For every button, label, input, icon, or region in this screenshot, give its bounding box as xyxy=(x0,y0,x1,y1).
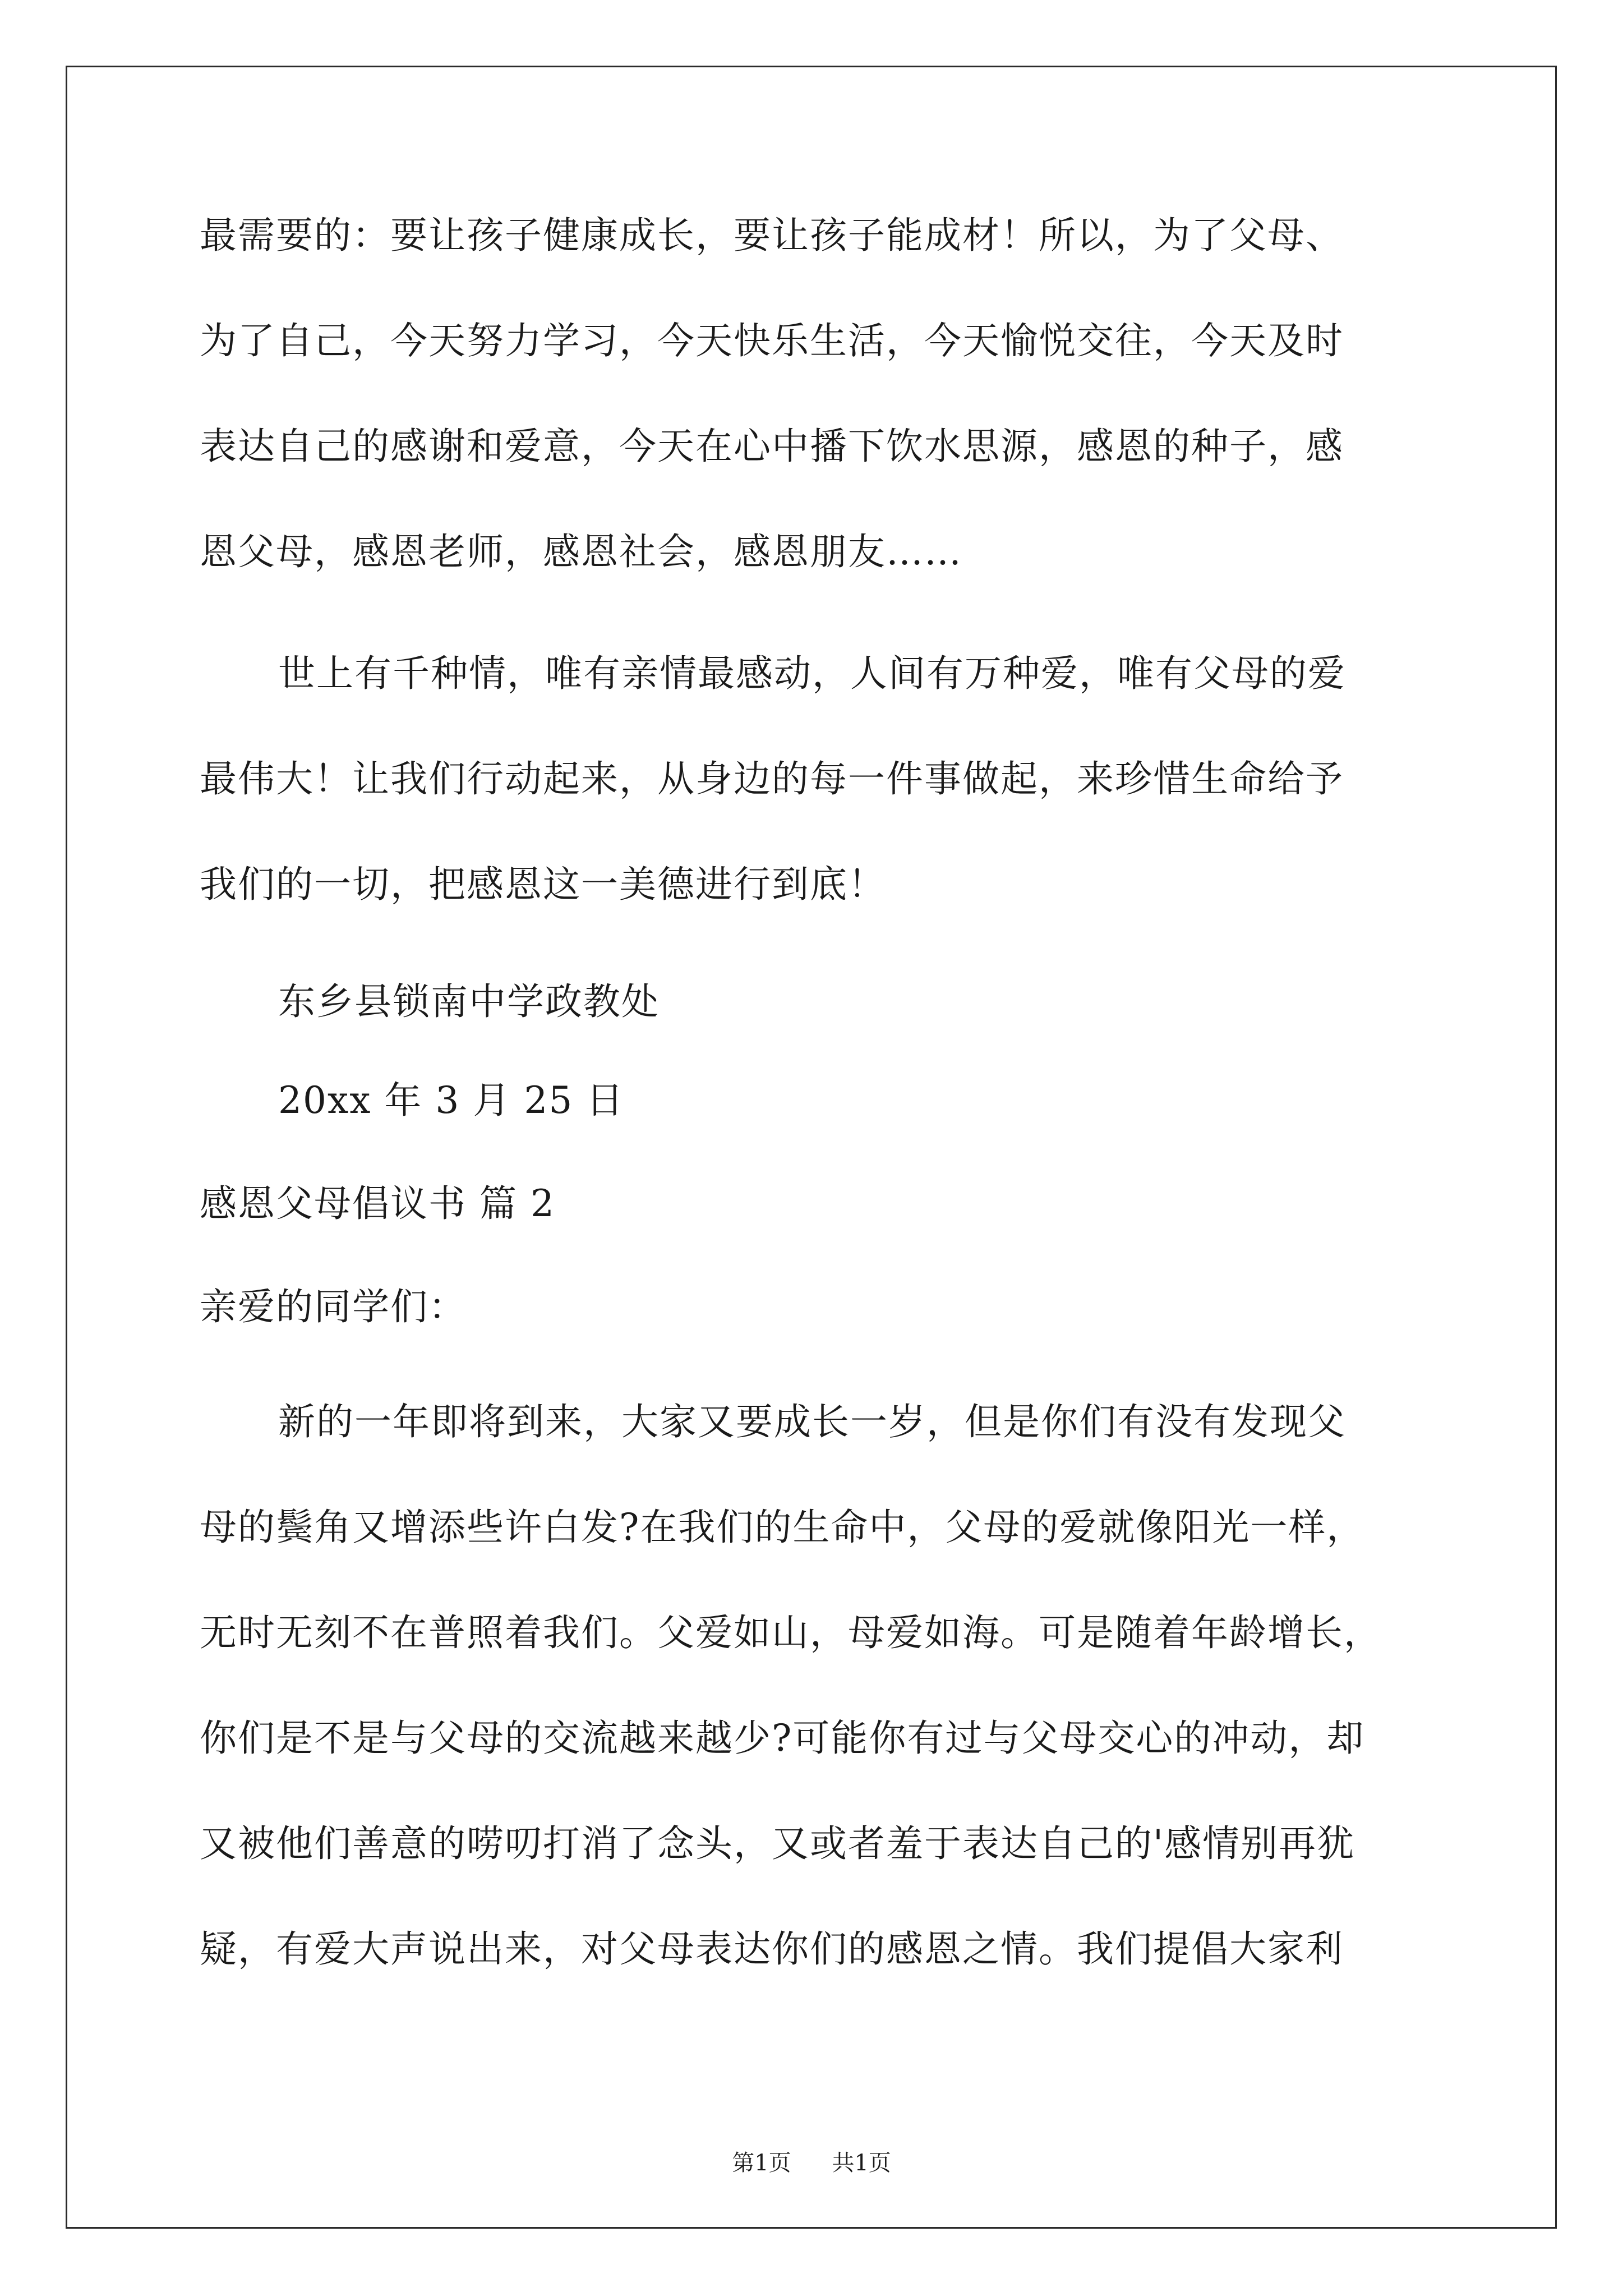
page-number: 第1页 xyxy=(732,2150,791,2176)
text-line-1: 最需要的：要让孩子健康成长，要让孩子能成材！所以，为了父母、 xyxy=(200,214,1344,257)
signature-department: 东乡县锁南中学政教处 xyxy=(278,980,660,1023)
text-line-7: 我们的一切，把感恩这一美德进行到底！ xyxy=(200,863,886,906)
text-line-4: 恩父母，感恩老师，感恩社会，感恩朋友…… xyxy=(200,530,962,573)
text-line-17: 疑，有爱大声说出来，对父母表达你们的感恩之情。我们提倡大家利 xyxy=(200,1927,1344,1971)
text-line-5: 世上有千种情，唯有亲情最感动，人间有万种爱，唯有父母的爱 xyxy=(278,652,1346,695)
text-line-15: 你们是不是与父母的交流越来越少?可能你有过与父母交心的冲动，却 xyxy=(200,1717,1365,1760)
section-heading: 感恩父母倡议书 篇 2 xyxy=(200,1182,555,1225)
salutation: 亲爱的同学们： xyxy=(200,1285,467,1328)
text-line-3: 表达自己的感谢和爱意，今天在心中播下饮水思源，感恩的种子，感 xyxy=(200,425,1344,468)
page-frame xyxy=(66,66,1557,2229)
page-total: 共1页 xyxy=(832,2150,891,2176)
text-line-2: 为了自己，今天努力学习，今天快乐生活，今天愉悦交往，今天及时 xyxy=(200,319,1344,362)
page-footer xyxy=(0,2146,1623,2180)
text-line-16: 又被他们善意的唠叨打消了念头，又或者羞于表达自己的'感情别再犹 xyxy=(200,1822,1355,1865)
text-line-14: 无时无刻不在普照着我们。父爱如山，母爱如海。可是随着年龄增长， xyxy=(200,1611,1382,1654)
text-line-6: 最伟大！让我们行动起来，从身边的每一件事做起，来珍惜生命给予 xyxy=(200,757,1344,800)
text-line-13: 母的鬓角又增添些许白发?在我们的生命中，父母的爱就像阳光一样， xyxy=(200,1506,1365,1549)
text-line-12: 新的一年即将到来，大家又要成长一岁，但是你们有没有发现父 xyxy=(278,1400,1346,1443)
signature-date: 20xx 年 3 月 25 日 xyxy=(278,1079,625,1122)
